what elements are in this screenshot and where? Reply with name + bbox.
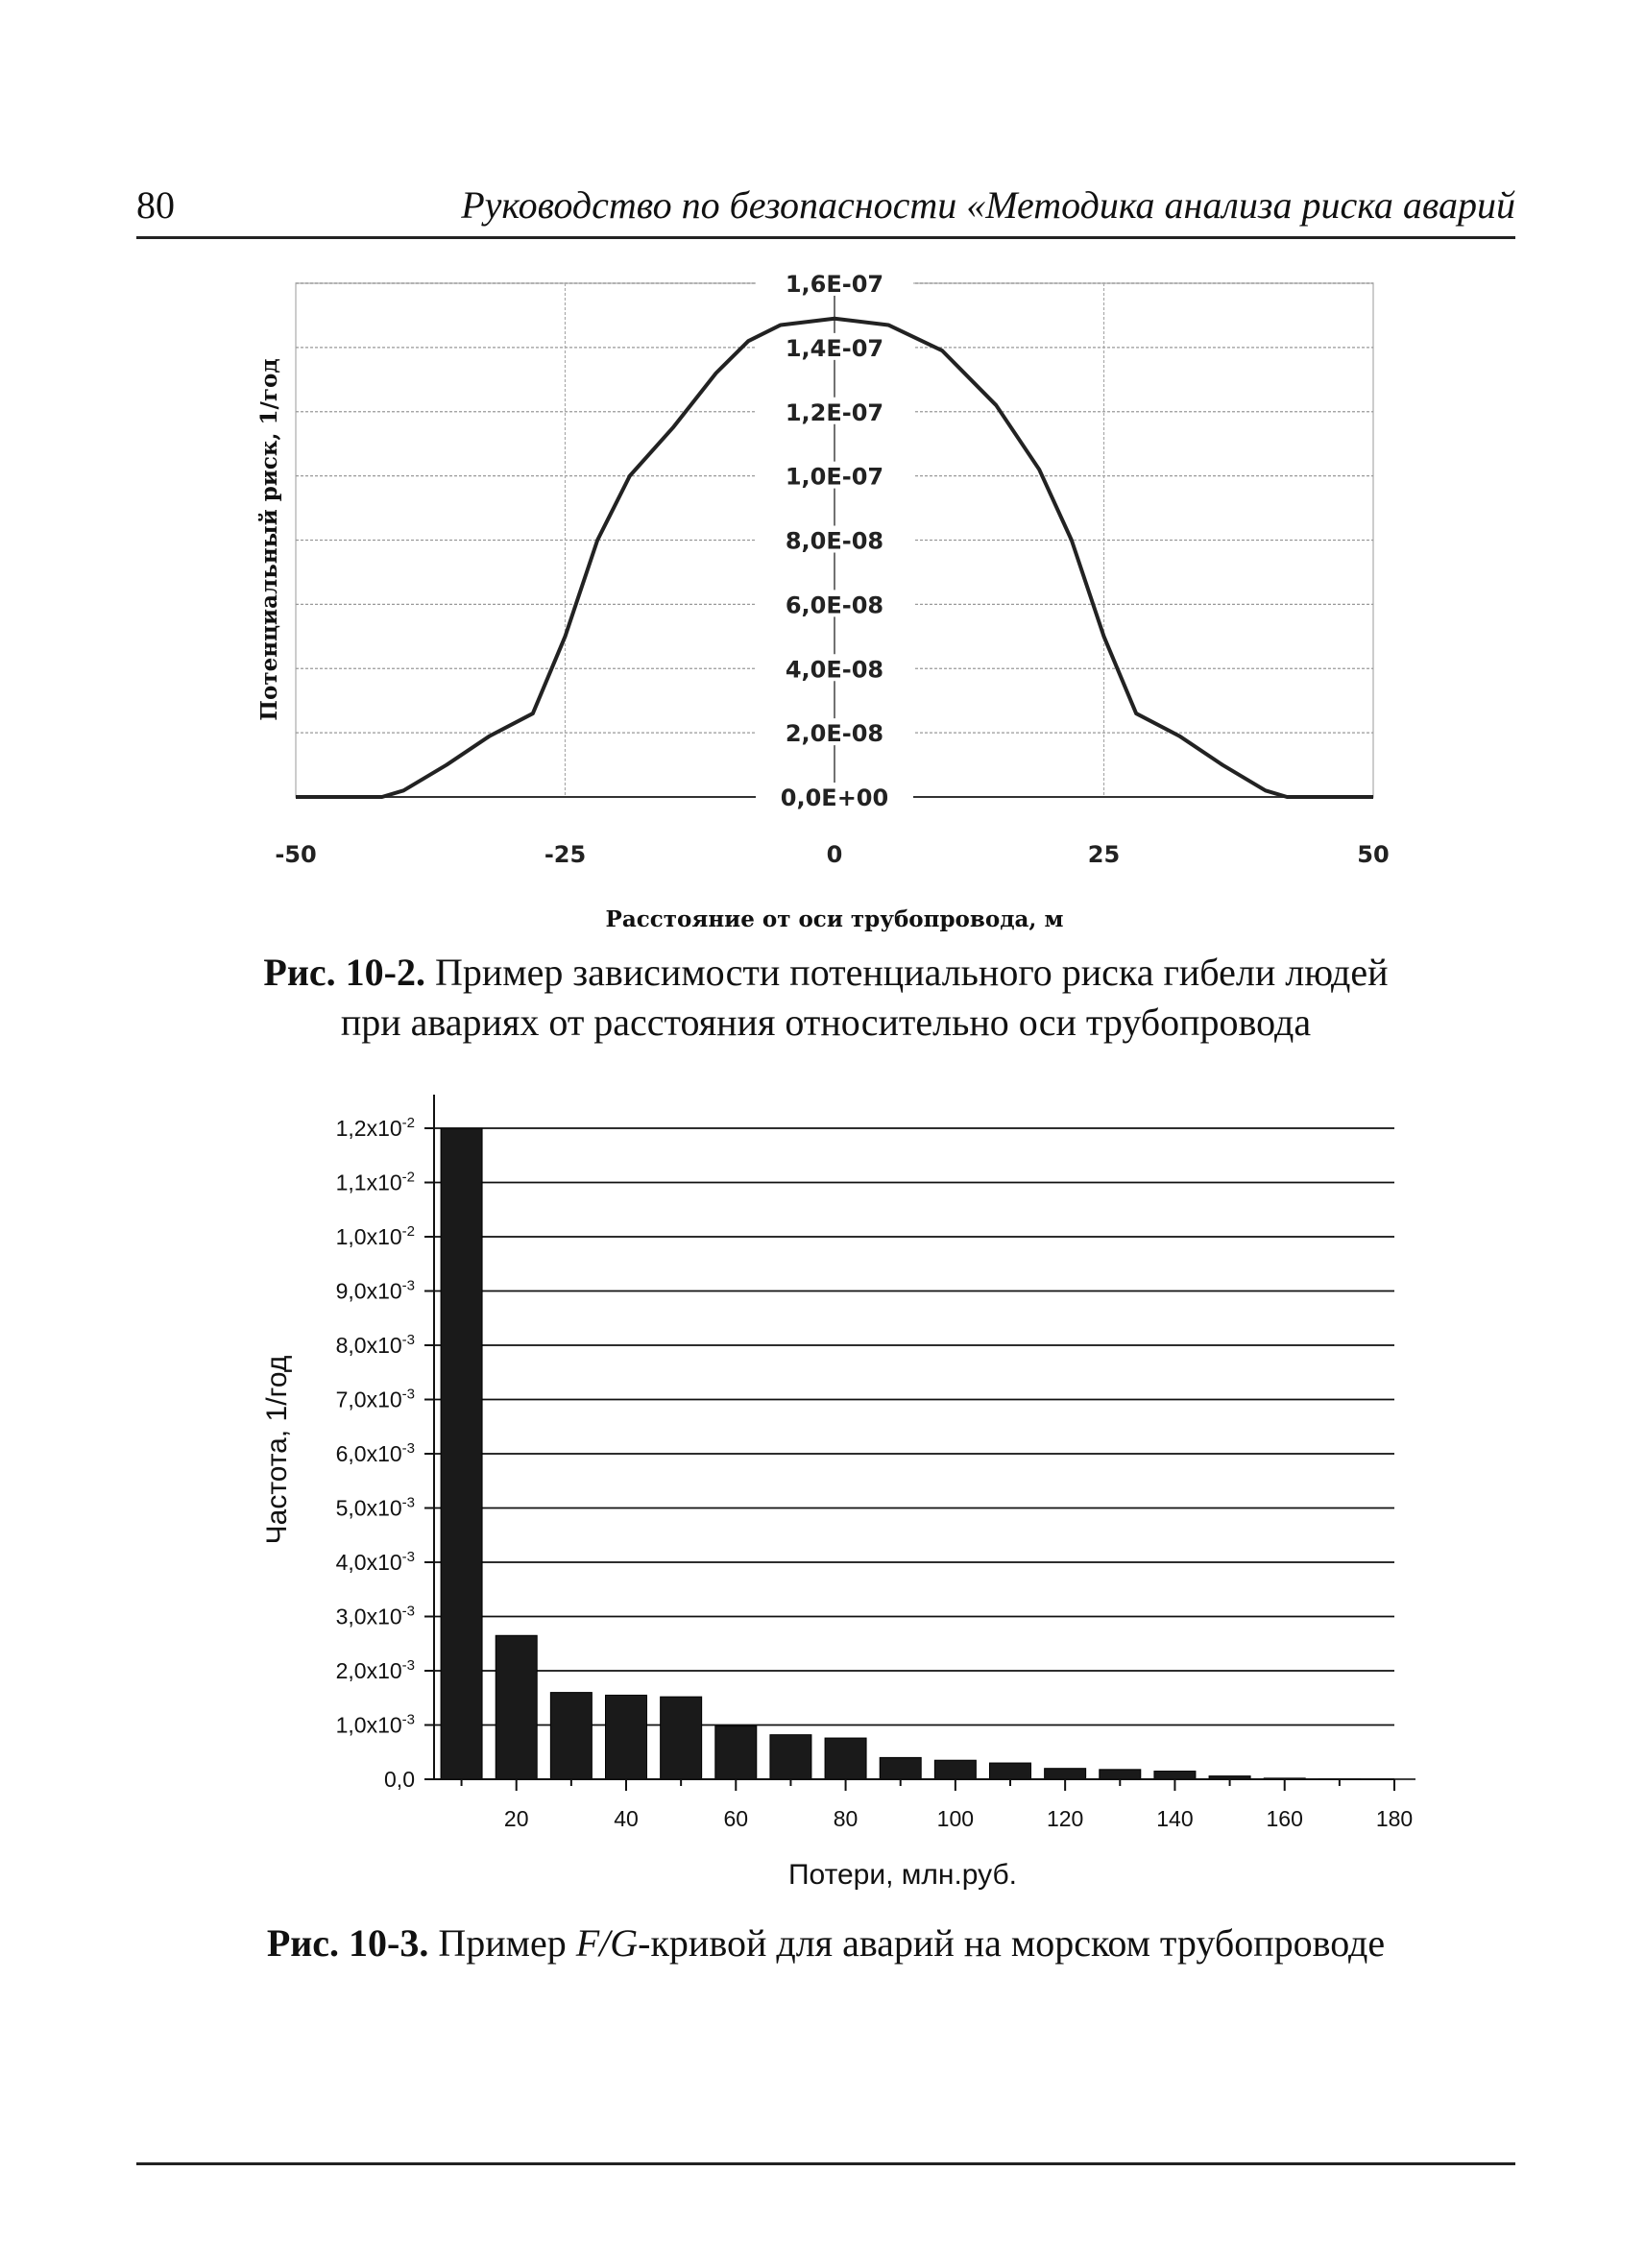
bar (825, 1738, 866, 1779)
bar (990, 1763, 1031, 1779)
figure-10-3-caption-suffix: -кривой для аварий на морском трубопроводе (638, 1921, 1386, 1965)
x-tick-label: 80 (833, 1806, 859, 1831)
x-tick-label: 60 (723, 1806, 749, 1831)
y-tick-label: $7,0x10^{-3}$ (335, 1386, 415, 1412)
bar (934, 1760, 976, 1779)
figure-10-3-caption-prefix: Пример (428, 1921, 576, 1965)
y-tick-label: $6,0x10^{-3}$ (335, 1440, 415, 1466)
x-tick-label: 50 (1357, 841, 1390, 868)
figure-10-3-caption-italic: F/G (575, 1921, 639, 1965)
figure-10-3-caption (136, 1918, 1515, 1968)
y-tick-label: 8,0E-08 (785, 527, 884, 555)
bar (550, 1693, 592, 1779)
y-tick-label: $3,0x10^{-3}$ (335, 1603, 415, 1629)
y-tick-label: $1,0x10^{-2}$ (335, 1223, 415, 1249)
page-number: 80 (136, 183, 175, 227)
x-tick-label: 40 (614, 1806, 639, 1831)
y-tick-label: 1,2E-07 (785, 398, 884, 426)
x-tick-label: 25 (1087, 841, 1121, 868)
bar (496, 1635, 537, 1779)
footer-rule (136, 2162, 1515, 2165)
y-tick-label: 0,0 (384, 1767, 415, 1792)
bar (1154, 1772, 1196, 1779)
y-tick-label: $1,1x10^{-2}$ (335, 1169, 415, 1195)
x-tick-label: 100 (936, 1806, 975, 1831)
y-tick-label: $4,0x10^{-3}$ (335, 1549, 415, 1575)
x-tick-label: 160 (1266, 1806, 1303, 1831)
bar (606, 1695, 647, 1779)
x-tick-label: -50 (275, 841, 317, 868)
y-tick-label: 1,0E-07 (785, 463, 884, 491)
y-tick-label: 2,0E-08 (785, 720, 884, 748)
x-axis-label: Потери, млн.руб. (787, 1859, 1018, 1891)
bar (880, 1757, 921, 1779)
x-tick-label: -25 (544, 841, 587, 868)
y-tick-label: $8,0x10^{-3}$ (335, 1332, 415, 1358)
bar (1100, 1770, 1141, 1779)
x-tick-label: 0 (826, 841, 843, 868)
figure-10-2-caption-line1: Пример зависимости потенциального риска гибели людей (424, 951, 1389, 994)
figure-10-3-label: Рис. 10-3. (266, 1921, 429, 1965)
y-tick-label: $2,0x10^{-3}$ (335, 1657, 415, 1683)
bar (715, 1726, 757, 1779)
bar (1045, 1769, 1086, 1779)
y-tick-label: $1,0x10^{-3}$ (335, 1711, 415, 1738)
y-axis-label: Потенциальный риск, 1/год (256, 358, 282, 721)
y-tick-label: 1,6E-07 (785, 271, 884, 298)
x-axis-label: Расстояние от оси трубопровода, м (605, 906, 1064, 932)
figure-10-2-label: Рис. 10-2. (263, 951, 425, 994)
y-tick-label: $9,0x10^{-3}$ (335, 1277, 415, 1304)
y-tick-label: 0,0E+00 (780, 784, 889, 811)
y-tick-label: 1,4E-07 (785, 334, 884, 362)
y-axis-label: Частота, 1/год (261, 1355, 293, 1545)
x-tick-label: 180 (1375, 1806, 1414, 1831)
y-tick-label: 6,0E-08 (785, 591, 884, 619)
figure-10-2-caption-line2: при авариях от расстояния относительно оси трубопровода (340, 1001, 1312, 1044)
y-tick-label: $5,0x10^{-3}$ (335, 1494, 415, 1521)
running-head: Руководство по безопасности «Методика анализа риска аварий (461, 183, 1515, 227)
bar (770, 1735, 811, 1779)
bar (441, 1128, 482, 1779)
x-tick-label: 140 (1156, 1806, 1194, 1831)
x-tick-label: 20 (503, 1806, 529, 1831)
bar (661, 1697, 702, 1779)
y-tick-label: 4,0E-08 (785, 656, 884, 684)
x-tick-label: 120 (1046, 1806, 1084, 1831)
y-tick-label: $1,2x10^{-2}$ (335, 1115, 415, 1141)
